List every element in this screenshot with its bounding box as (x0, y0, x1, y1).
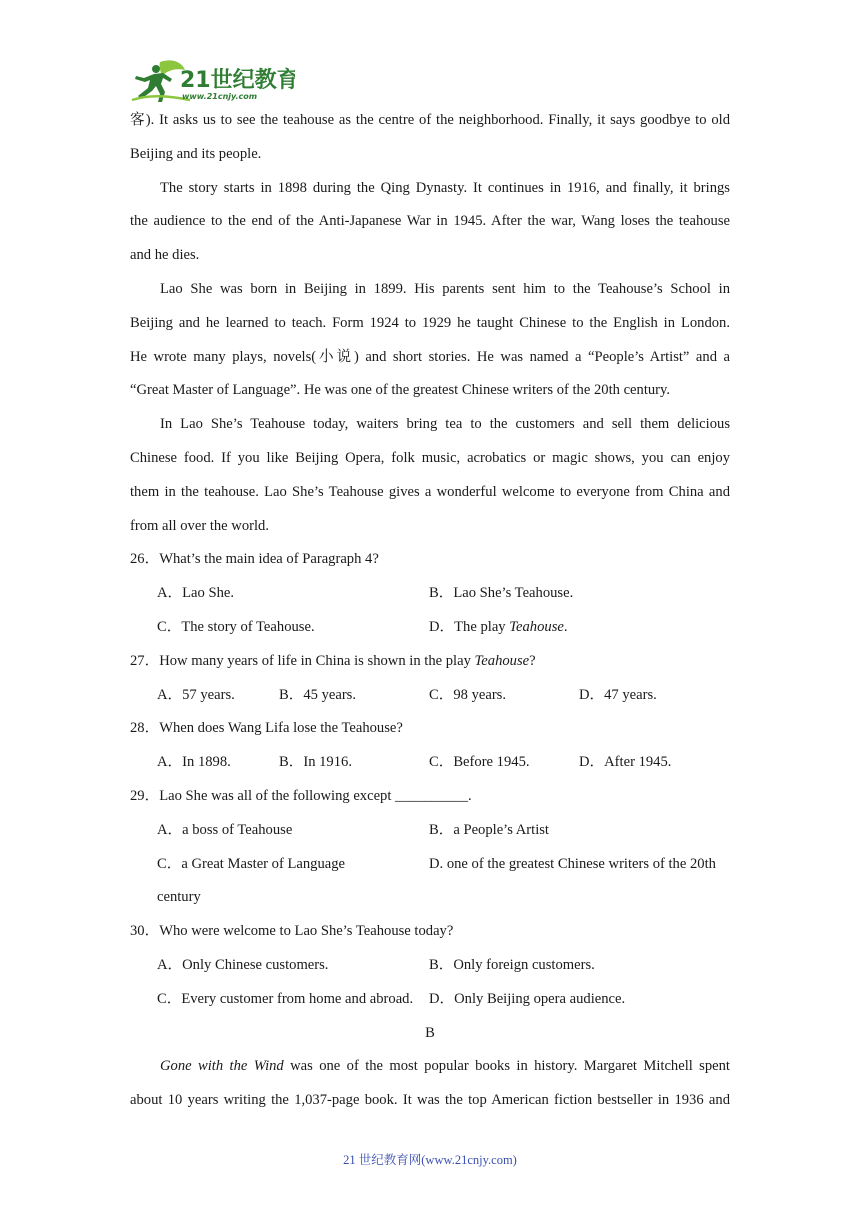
q28-option-b[interactable]: B．In 1916. (279, 754, 352, 771)
question-26-options-row (130, 577, 730, 611)
q29-option-b[interactable]: B．a People’s Artist (429, 821, 549, 838)
logo-text: 21世纪教育 (180, 68, 295, 93)
question-29-options-row (130, 848, 730, 882)
question-27-stem (130, 645, 730, 679)
q26-option-b[interactable]: B．Lao She’s Teahouse. (429, 585, 574, 602)
question-27-options-row (130, 679, 730, 713)
question-30-stem: 30．Who were welcome to Lao She’s Teahouse today? (130, 923, 454, 940)
section-b-line (130, 1050, 730, 1084)
passage-line: Beijing and its people. (130, 145, 262, 162)
q26-option-d-italic: Teahouse (509, 618, 564, 635)
q28-option-c[interactable]: C．Before 1945. (429, 754, 530, 771)
passage-line: from all over the world. (130, 517, 270, 534)
q30-option-a[interactable]: A．Only Chinese customers. (157, 956, 329, 973)
q30-option-b[interactable]: B．Only foreign customers. (429, 956, 595, 973)
question-28-stem: 28．When does Wang Lifa lose the Teahouse? (130, 720, 403, 737)
q27-option-a[interactable]: A．57 years. (157, 686, 235, 703)
q28-option-d[interactable]: D．After 1945. (579, 754, 672, 771)
question-30-options-row (130, 983, 730, 1017)
passage-line: In Lao She’s Teahouse today, waiters bring tea to the customers and sell them delicious (160, 416, 730, 433)
q26-option-d[interactable] (429, 611, 568, 645)
q27-stem-text: 27．How many years of life in China is shown in the play (130, 652, 475, 669)
passage-line: and he dies. (130, 247, 200, 264)
q30-option-d[interactable]: D．Only Beijing opera audience. (429, 990, 626, 1007)
passage-line: them in the teahouse. Lao She’s Teahouse gives a wonderful welcome to everyone from China and (130, 483, 730, 500)
logo-url: www.21cnjy.com (182, 92, 258, 101)
passage-line: He wrote many plays, novels(小说) and short stories. He was named a “People’s Artist” and a (130, 348, 730, 365)
passage-line: Lao She was born in Beijing in 1899. His parents sent him to the Teahouse’s School in (160, 280, 730, 297)
q27-stem-post: ? (529, 652, 536, 669)
section-b-line: about 10 years writing the 1,037-page book. It was the top American fiction bestseller in 1936 and (130, 1092, 730, 1109)
q27-option-d[interactable]: D．47 years. (579, 686, 657, 703)
passage-line: “Great Master of Language”. He was one of the greatest Chinese writers of the 20th century. (130, 382, 671, 399)
question-28-options-row (130, 746, 730, 780)
question-26-options-row (130, 611, 730, 645)
q26-option-c[interactable]: C．The story of Teahouse. (157, 618, 315, 635)
q30-option-c[interactable]: C．Every customer from home and abroad. (157, 990, 414, 1007)
section-b-heading: B (425, 1024, 435, 1041)
q29-option-a[interactable]: A．a boss of Teahouse (157, 821, 293, 838)
section-b-line1-text: was one of the most popular books in history. Margaret Mitchell spent (283, 1058, 730, 1075)
book-title: Gone with the Wind (160, 1058, 284, 1075)
document-body (130, 104, 730, 1118)
question-26-stem: 26．What’s the main idea of Paragraph 4? (130, 551, 379, 568)
q28-option-a[interactable]: A．In 1898. (157, 754, 231, 771)
q27-option-c[interactable]: C．98 years. (429, 686, 507, 703)
runner-logo-icon (130, 56, 295, 106)
passage-line: the audience to the end of the Anti-Japanese War in 1945. After the war, Wang loses the teahouse (130, 213, 730, 230)
passage-line: Chinese food. If you like Beijing Opera, folk music, acrobatics or magic shows, you can enjoy (130, 449, 730, 466)
q26-option-d-tail: . (563, 618, 568, 635)
q29-option-c[interactable]: C．a Great Master of Language (157, 855, 346, 872)
q27-stem-italic: Teahouse (474, 652, 530, 669)
q29-option-d-wrap: century (157, 889, 201, 906)
q26-option-d-text: D．The play (429, 618, 510, 635)
q26-option-a[interactable]: A．Lao She. (157, 585, 235, 602)
question-30-options-row (130, 949, 730, 983)
site-logo (130, 56, 295, 106)
question-29-stem: 29．Lao She was all of the following except __________. (130, 787, 472, 804)
passage-line: The story starts in 1898 during the Qing Dynasty. It continues in 1916, and finally, it brings (160, 179, 730, 196)
page-footer: 21 世纪教育网(www.21cnjy.com) (343, 1153, 517, 1167)
passage-line: 客). It asks us to see the teahouse as the centre of the neighborhood. Finally, it says goodbye to old (130, 112, 730, 128)
question-29-options-row (130, 814, 730, 848)
passage-line: Beijing and he learned to teach. Form 1924 to 1929 he taught Chinese to the English in London. (130, 314, 730, 331)
q27-option-b[interactable]: B．45 years. (279, 686, 357, 703)
q29-option-d[interactable]: D. one of the greatest Chinese writers of the 20th (429, 855, 716, 872)
